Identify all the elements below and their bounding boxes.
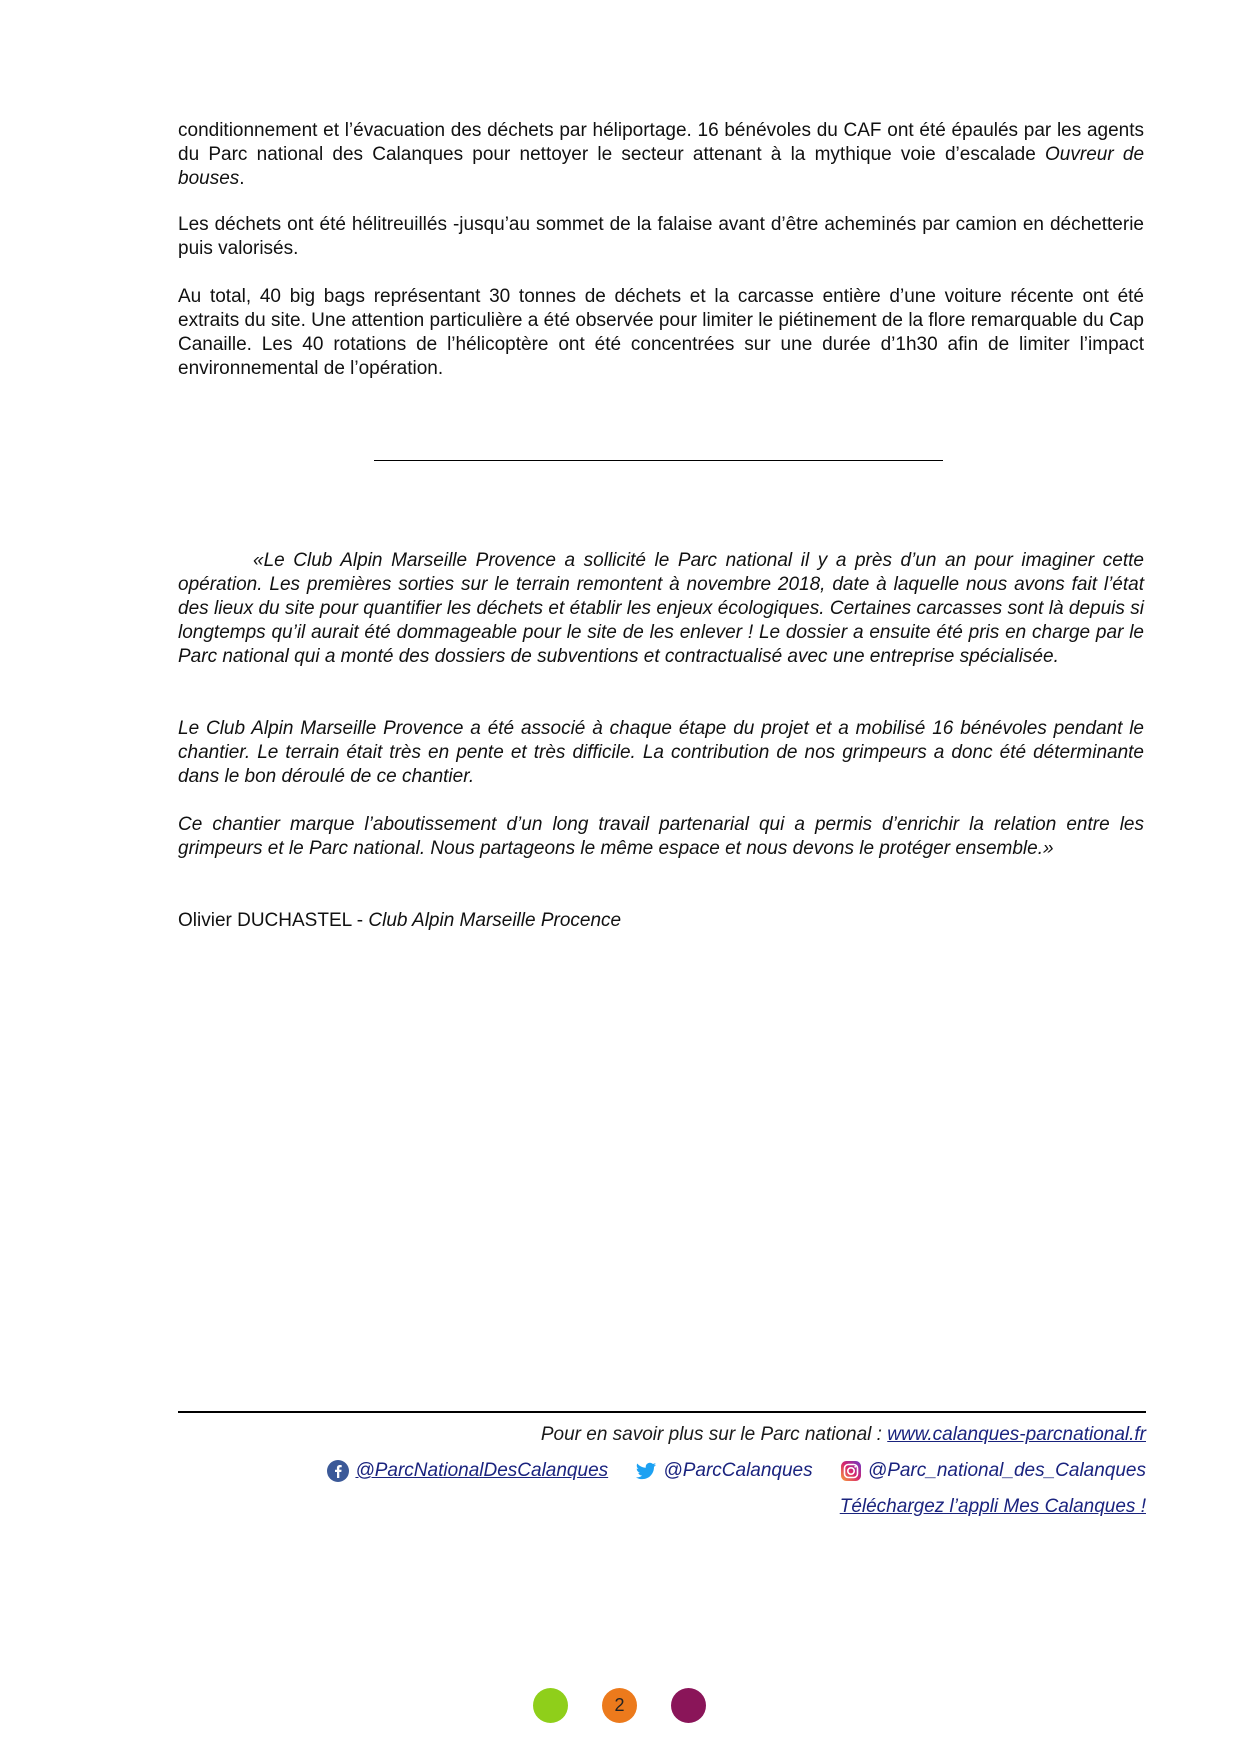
body-paragraph-1-end: . — [239, 168, 245, 189]
footer-app-promo — [178, 1495, 1146, 1519]
body-paragraph-2: Les déchets ont été hélitreuillés -jusqu’au sommet de la falaise avant d’être acheminés par camion en déchetterie puis valorisés. — [178, 214, 1144, 259]
facebook-handle: @ParcNationalDesCalanques — [355, 1460, 609, 1481]
page-indicator — [0, 1688, 1240, 1724]
author-organization: Club Alpin Marseille Procence — [368, 910, 622, 931]
author-name: Olivier DUCHASTEL - — [178, 910, 369, 931]
quote-paragraph-3: Ce chantier marque l’aboutissement d’un long travail partenarial qui a permis d’enrichir la relation entre les grimpeurs et le Parc national. Nous partageons le même espace et nous devons le protéger ensemble.» — [178, 814, 1144, 859]
climbing-route-name: Ouvreur de bouses — [178, 144, 1145, 189]
app-download-link[interactable]: Téléchargez l’appli Mes Calanques ! — [839, 1496, 1146, 1517]
facebook-icon — [327, 1460, 349, 1482]
body-paragraph-1 — [178, 119, 1144, 191]
purple-dot — [671, 1688, 706, 1723]
footer-more-info — [178, 1423, 1146, 1447]
social-links — [178, 1459, 1146, 1489]
facebook-link[interactable] — [327, 1459, 608, 1483]
body-paragraph-1-line-2: les agents du Parc national des Calanques pour nettoyer le secteur attenant à la mythique voie d’escalade — [178, 120, 1144, 165]
instagram-link[interactable] — [840, 1459, 1146, 1483]
more-info-label: Pour en savoir plus sur le Parc national : — [540, 1424, 888, 1445]
section-separator — [374, 460, 943, 461]
instagram-handle: @Parc_national_des_Calanques — [867, 1460, 1146, 1481]
green-dot — [533, 1688, 568, 1723]
quote-attribution — [178, 909, 1144, 933]
quote-paragraph-2: Le Club Alpin Marseille Provence a été associé à chaque étape du projet et a mobilisé 16 bénévoles pendant le chantier. Le terrain était très en pente et très difficile. La contribution de nos grimpeurs a donc été déterminante dans le bon déroulé de ce chantier. — [178, 718, 1144, 787]
page-number: 2 — [614, 1695, 625, 1715]
twitter-icon — [635, 1460, 657, 1482]
body-paragraph-3: Au total, 40 big bags représentant 30 tonnes de déchets et la carcasse entière d’une voiture récente ont été extraits du site. Une attention particulière a été observée pour limiter le piétinement de la flore remarquable du Cap Canaille. Les 40 rotations de l’hélicoptère ont été concentrées sur une durée d’1h30 afin de limiter l’impact environnemental de l’opération. — [178, 286, 1144, 379]
footer-separator — [178, 1411, 1146, 1413]
website-link[interactable]: www.calanques-parcnational.fr — [887, 1424, 1146, 1445]
quote-paragraph-1: «Le Club Alpin Marseille Provence a sollicité le Parc national il y a près d’un an pour imaginer cette opération. Les premières sorties sur le terrain remontent à novembre 2018, date à laquelle nous avons fait l’état des lieux du site pour quantifier les déchets et établir les enjeux écologiques. Certaines carcasses sont là depuis si longtemps qu’il aurait été dommageable pour le site de les enlever ! Le dossier a ensuite été pris en charge par le Parc national qui a monté des dossiers de subventions et contractualisé avec une entreprise spécialisée. — [178, 550, 1144, 667]
twitter-link[interactable] — [635, 1459, 812, 1483]
instagram-icon — [840, 1460, 862, 1482]
page-number-badge — [602, 1688, 637, 1723]
body-paragraph-1-line-1: conditionnement et l’évacuation des déchets par héliportage. 16 bénévoles du CAF ont été épaulés par — [178, 120, 1052, 141]
twitter-handle: @ParcCalanques — [663, 1460, 813, 1481]
